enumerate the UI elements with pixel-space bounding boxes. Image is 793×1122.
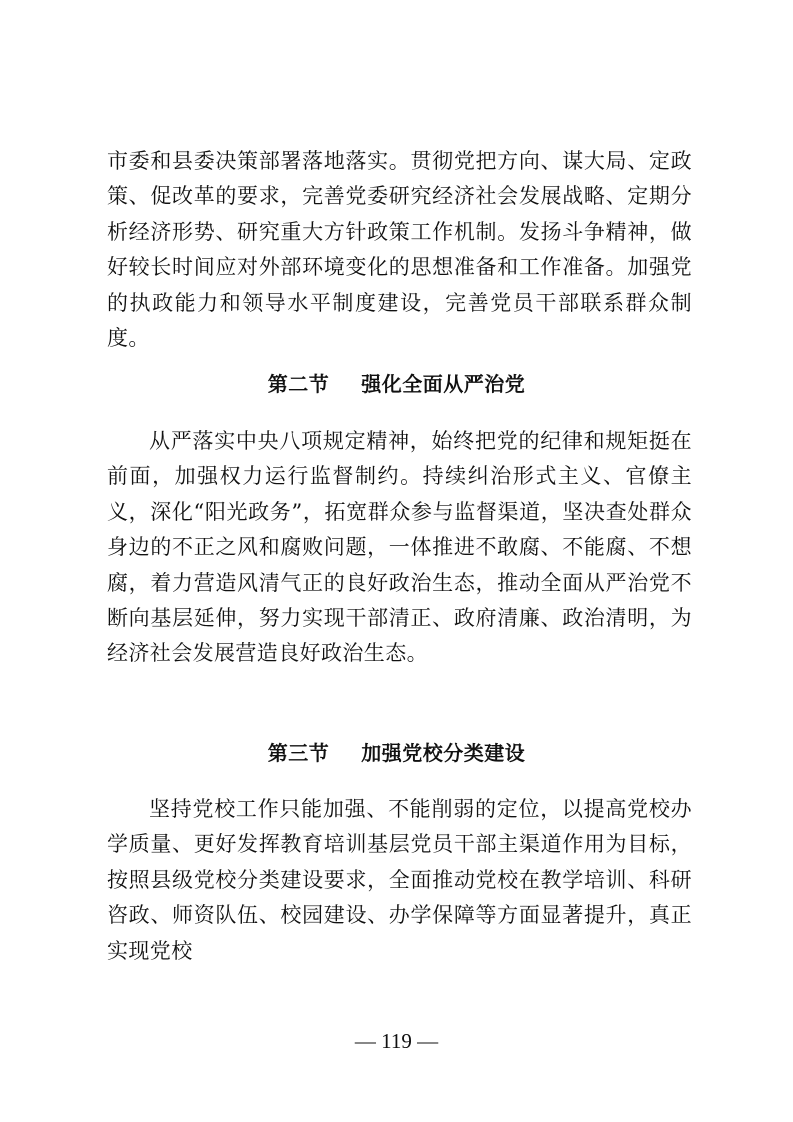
paragraph-continued: 市委和县委决策部署落地落实。贯彻党把方向、谋大局、定政策、促改革的要求，完善党委研究经济社会发展战略、定期分析经济形势、研究重大方针政策工作机制。发扬斗争精神，做好较长时间应对外部环境变化的思想准备和工作准备。加强党的执政能力和领导水平制度建设，完善党员干部联系群众制度。 (107, 149, 692, 351)
section-title: 加强党校分类建设 (361, 741, 526, 765)
section-number: 第三节 (267, 741, 330, 765)
page-number: — 119 — (354, 1029, 439, 1053)
section-heading-2 (0, 369, 793, 399)
section-3-body: 坚持党校工作只能加强、不能削弱的定位，以提高党校办学质量、更好发挥教育培训基层党员干部主渠道作用为目标，按照县级党校分类建设要求，全面推动党校在教学培训、科研咨政、师资队伍、校园建设、办学保障等方面显著提升，真正实现党校 (107, 797, 692, 963)
section-title: 强化全面从严治党 (361, 372, 526, 396)
section-heading-3 (0, 738, 793, 768)
section-number: 第二节 (267, 372, 330, 396)
section-2-body: 从严落实中央八项规定精神，始终把党的纪律和规矩挺在前面，加强权力运行监督制约。持续纠治形式主义、官僚主义，深化“阳光政务”，拓宽群众参与监督渠道，坚决查处群众身边的不正之风和腐败问题，一体推进不敢腐、不能腐、不想腐，着力营造风清气正的良好政治生态，推动全面从严治党不断向基层延伸，努力实现干部清正、政府清廉、政治清明，为经济社会发展营造良好政治生态。 (107, 429, 692, 666)
